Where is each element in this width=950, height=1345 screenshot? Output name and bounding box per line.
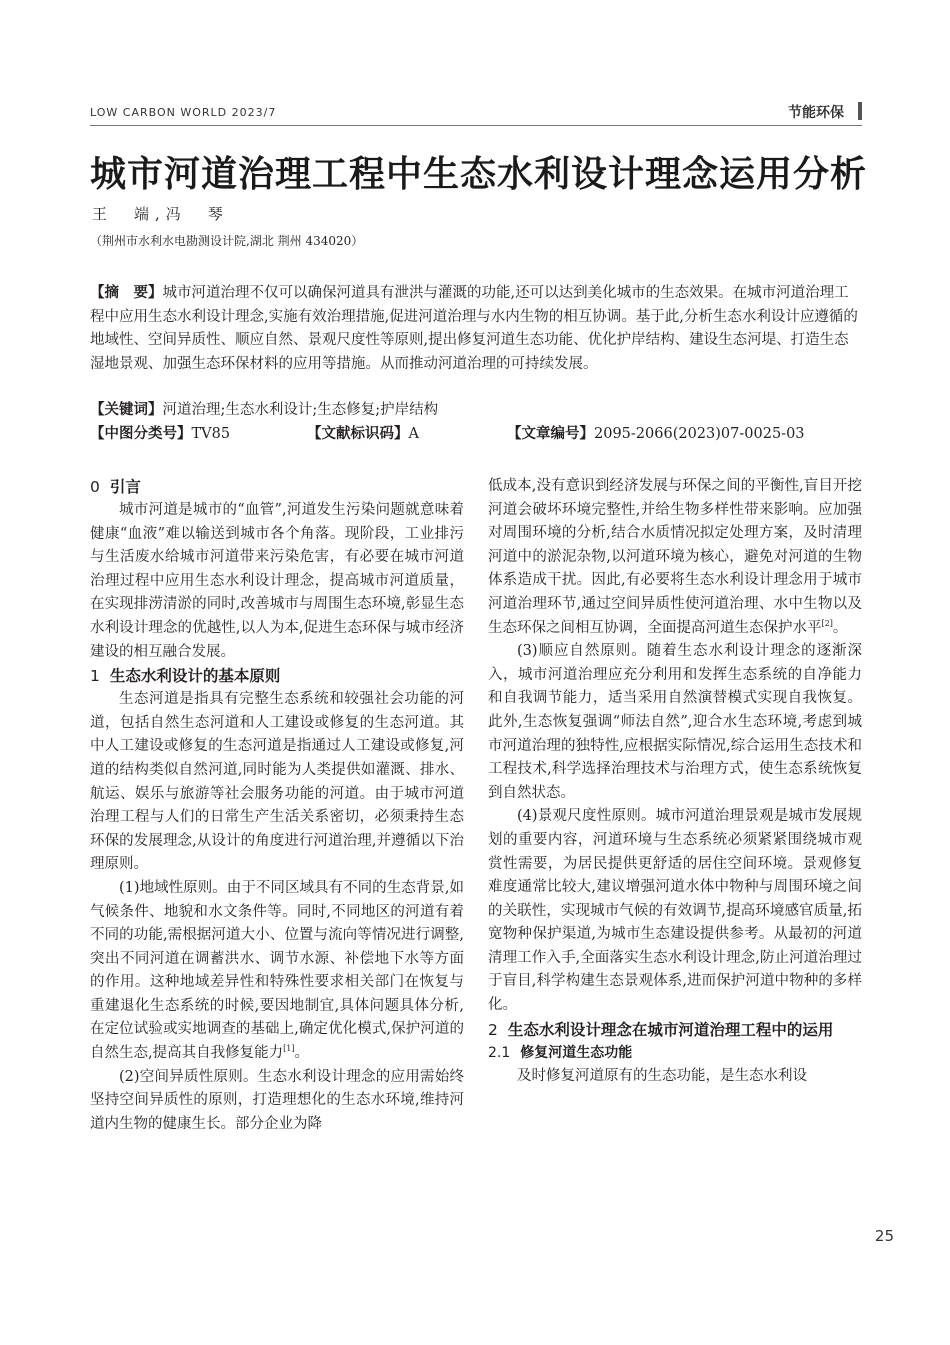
author-affiliation: （荆州市水利水电勘测设计院,湖北 荆州 434020） — [90, 234, 364, 248]
header-rule — [90, 125, 862, 126]
section-heading-1: 1 生态水利设计的基本原则 — [90, 667, 281, 686]
doc-code-value: A — [408, 426, 419, 442]
section-bar-decoration — [858, 102, 862, 120]
article-authors: 王 端,冯 琴 — [92, 205, 229, 223]
article-number-field — [507, 422, 805, 446]
article-number-value: 2095-2066(2023)07-0025-03 — [594, 426, 805, 442]
article-number-label: 【文章编号】 — [507, 426, 594, 442]
doc-code-label: 【文献标识码】 — [307, 426, 409, 442]
paragraph: 生态河道是指具有完整生态系统和较强社会功能的河道，包括自然生态河道和人工建设或修复的生态河道。其中人工建设或修复的生态河道是指通过人工建设或修复,河道的结构类似自然河道,同时能为人类提供如灌溉、排水、航运、娱乐与旅游等社会服务功能的河道。由于城市河道治理工程与人们的日常生产生活关系密切，必须秉持生态环保的发展理念,从设计的角度进行河道治理,并遵循以下治理原则。 — [90, 691, 464, 873]
body-column-right — [488, 475, 862, 1088]
keywords-label: 【关键词】 — [90, 402, 163, 418]
abstract-text: 城市河道治理不仅可以确保河道具有泄洪与灌溉的功能,还可以达到美化城市的生态效果。在城市河道治理工程中应用生态水利设计理念,实施有效治理措施,促进河道治理与水内生物的相互协调。基于此,分析生态水利设计应遵循的地域性、空间异质性、顺应自然、景观尺度性等原则,提出修复河道生态功能、优化护岸结构、建设生态河堤、打造生态湿地景观、加强生态环保材料的应用等措施。从而推动河道治理的可持续发展。 — [90, 285, 858, 372]
abstract — [90, 282, 860, 376]
paragraph: 及时修复河道原有的生态功能，是生态水利设 — [517, 1067, 807, 1084]
article-title: 城市河道治理工程中生态水利设计理念运用分析 — [90, 154, 868, 195]
subsection-heading-2-1: 2.1 修复河道生态功能 — [488, 1044, 633, 1061]
keywords — [90, 398, 438, 422]
section-heading-0: 0 引言 — [90, 478, 141, 496]
citation-ref[interactable]: [1] — [283, 1044, 295, 1054]
abstract-label: 【摘 要】 — [90, 285, 163, 301]
page-number: 25 — [874, 1227, 894, 1245]
doc-code-field — [307, 422, 419, 446]
paragraph: (2)空间异质性原则。生态水利设计理念的应用需始终坚持空间异质性的原则，打造理想化的生态水环境,维持河道内生物的健康生长。部分企业为降 — [90, 1068, 464, 1132]
clc-label: 【中图分类号】 — [90, 426, 192, 442]
citation-ref[interactable]: [2] — [821, 618, 833, 628]
clc-field — [90, 422, 230, 446]
paragraph: (3)顺应自然原则。随着生态水利设计理念的逐渐深入，城市河道治理应充分利用和发挥生态系统的自净能力和自我调节能力，适当采用自然演替模式实现自我恢复。此外,生态恢复强调“师法自然”,迎合水生态环境,考虑到城市河道治理的独特性,应根据实际情况,综合运用生态技术和工程技术,科学选择治理技术与治理方式，使生态系统恢复到自然状态。 — [488, 643, 862, 801]
section-label: 节能环保 — [788, 105, 844, 121]
paragraph: (1)地域性原则。由于不同区域具有不同的生态背景,如气候条件、地貌和水文条件等。同时,不同地区的河道有着不同的功能,需根据河道大小、位置与流向等情况进行调整,突出不同河道在调蓄洪水、调节水源、补偿地下水等方面的作用。这种地域差异性和特殊性要求相关部门在恢复与重建退化生态系统的时候,要因地制宜,具体问题具体分析,在定位试验或实地调查的基础上,确定优化模式,保护河道的自然生态,提高其自我修复能力[1]。 — [90, 879, 464, 1062]
paragraph: 城市河道是城市的“血管”,河道发生污染问题就意味着健康“血液”难以输送到城市各个角落。现阶段，工业排污与生活废水给城市河道带来污染危害，有必要在城市河道治理过程中应用生态水利设计理念，提高城市河道质量，在实现排涝清淤的同时,改善城市与周围生态环境,彰显生态水利设计理念的优越性,以人为本,促进生态环保与城市经济建设的相互融合发展。 — [90, 502, 464, 660]
keywords-text: 河道治理;生态水利设计;生态修复;护岸结构 — [162, 402, 439, 418]
journal-running-header: LOW CARBON WORLD 2023/7 — [90, 106, 277, 119]
paragraph: 低成本,没有意识到经济发展与环保之间的平衡性,盲目开挖河道会破坏环境完整性,并给生物多样性带来影响。应加强对周围环境的分析,结合水质情况拟定处理方案，及时清理河道中的淤泥杂物,以河道环境为核心，避免对河道的生物体系造成干扰。因此,有必要将生态水利设计理念用于城市河道治理环节,通过空间异质性使河道治理、水中生物以及生态环保之间相互协调，全面提高河道生态保护水平[2]。 — [488, 478, 862, 636]
paragraph: (4)景观尺度性原则。城市河道治理景观是城市发展规划的重要内容，河道环境与生态系统必须紧紧围绕城市观赏性需要，为居民提供更舒适的居住空间环境。景观修复难度通常比较大,建议增强河道水体中物种与周围环境之间的关联性，实现城市气候的有效调节,提高环境感官质量,拓宽物种保护渠道,为城市生态建设提供参考。从最初的河道清理工作入手,全面落实生态水利设计理念,防止河道治理过于盲目,科学构建生态景观体系,进而保护河道中物种的多样化。 — [488, 808, 862, 1014]
body-column-left — [90, 475, 464, 1136]
clc-value: TV85 — [191, 426, 231, 442]
section-heading-2: 2 生态水利设计理念在城市河道治理工程中的运用 — [488, 1020, 834, 1039]
classification-row — [90, 422, 860, 446]
